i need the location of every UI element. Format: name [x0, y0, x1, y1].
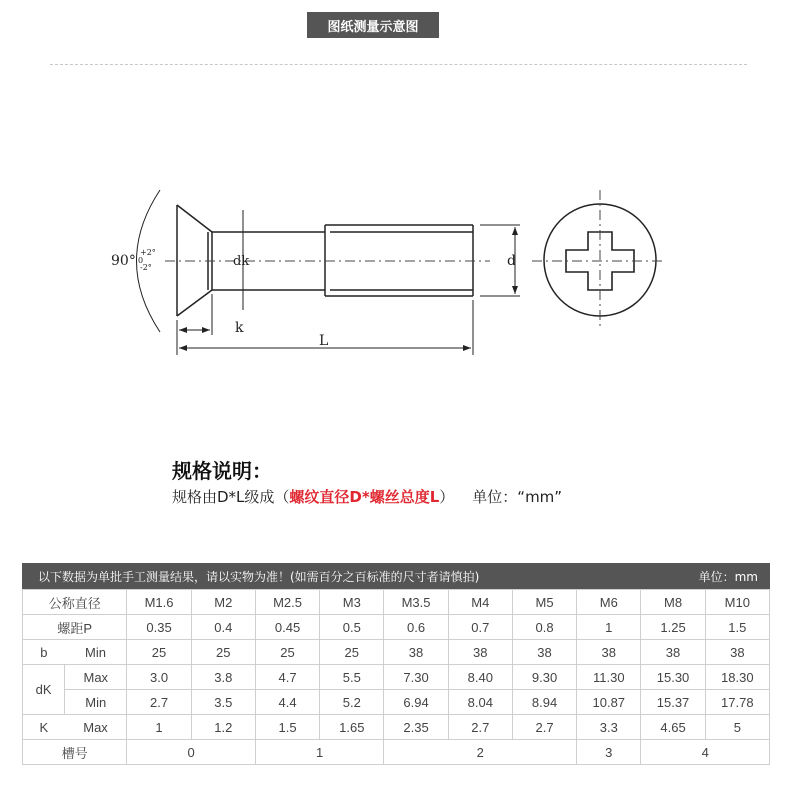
spec-table — [22, 589, 770, 765]
size-cell: M4 — [448, 590, 512, 615]
dk-min-cell: 3.5 — [191, 690, 255, 715]
row-slot — [23, 740, 770, 765]
size-cell: M10 — [705, 590, 769, 615]
label-dk-max: Max — [65, 665, 127, 690]
row-pitch — [23, 615, 770, 640]
label-b-min: Min — [65, 640, 127, 665]
dk-min-cell: 8.94 — [512, 690, 576, 715]
table-notice-text: 以下数据为单批手工测量结果，请以实物为准！(如需百分之百标准的尺寸者请慎拍) — [38, 569, 480, 584]
slot-cell: 2 — [384, 740, 577, 765]
dk-min-cell: 8.04 — [448, 690, 512, 715]
label-dk-min: Min — [65, 690, 127, 715]
dashed-divider — [50, 64, 747, 65]
k-max-cell: 4.65 — [641, 715, 705, 740]
label-slot: 槽号 — [23, 740, 127, 765]
dk-max-cell: 18.30 — [705, 665, 769, 690]
size-cell: M8 — [641, 590, 705, 615]
b-min-cell: 38 — [384, 640, 448, 665]
angle-label: 90° — [111, 253, 136, 269]
spec-line-highlight: 螺纹直径D*螺丝总度L — [289, 488, 440, 506]
dk-min-cell: 5.2 — [320, 690, 384, 715]
k-max-cell: 2.7 — [448, 715, 512, 740]
dk-max-cell: 9.30 — [512, 665, 576, 690]
k-max-cell: 3.3 — [577, 715, 641, 740]
slot-cell: 0 — [127, 740, 256, 765]
k-label: k — [235, 320, 244, 336]
k-max-cell: 1.5 — [255, 715, 319, 740]
size-cell: M3 — [320, 590, 384, 615]
spec-description — [172, 486, 562, 507]
size-cell: M2 — [191, 590, 255, 615]
spec-title: 规格说明： — [172, 459, 272, 483]
pitch-cell: 1.5 — [705, 615, 769, 640]
spec-line-suffix: ） — [439, 488, 455, 506]
b-min-cell: 25 — [127, 640, 191, 665]
pitch-cell: 1 — [577, 615, 641, 640]
pitch-cell: 0.4 — [191, 615, 255, 640]
label-dk: dK — [23, 665, 65, 715]
b-min-cell: 38 — [705, 640, 769, 665]
dk-min-cell: 17.78 — [705, 690, 769, 715]
angle-tol-plus: +2° — [140, 248, 156, 257]
dk-max-cell: 4.7 — [255, 665, 319, 690]
spec-line-prefix: 规格由D*L级成（ — [172, 488, 290, 506]
row-k-max — [23, 715, 770, 740]
dk-max-cell: 3.0 — [127, 665, 191, 690]
dk-max-cell: 15.30 — [641, 665, 705, 690]
screw-drawing — [95, 170, 665, 370]
k-max-cell: 5 — [705, 715, 769, 740]
pitch-cell: 0.5 — [320, 615, 384, 640]
row-dk-max — [23, 665, 770, 690]
table-unit-text: 单位：mm — [698, 569, 758, 584]
pitch-cell: 0.7 — [448, 615, 512, 640]
pitch-cell: 0.8 — [512, 615, 576, 640]
dk-label: dk — [233, 254, 250, 269]
k-max-cell: 1.65 — [320, 715, 384, 740]
angle-tol-minus: -2° — [140, 263, 152, 272]
row-size — [23, 590, 770, 615]
slot-cell: 1 — [255, 740, 384, 765]
dk-min-cell: 2.7 — [127, 690, 191, 715]
slot-cell: 3 — [577, 740, 641, 765]
dk-max-cell: 5.5 — [320, 665, 384, 690]
label-pitch: 螺距P — [23, 615, 127, 640]
dk-max-cell: 7.30 — [384, 665, 448, 690]
size-cell: M3.5 — [384, 590, 448, 615]
pitch-cell: 0.6 — [384, 615, 448, 640]
pitch-cell: 1.25 — [641, 615, 705, 640]
table-notice-bar — [22, 563, 770, 589]
b-min-cell: 38 — [448, 640, 512, 665]
b-min-cell: 38 — [577, 640, 641, 665]
dk-max-cell: 11.30 — [577, 665, 641, 690]
L-label: L — [319, 333, 329, 349]
label-b: b — [23, 640, 65, 665]
label-k: K — [23, 715, 65, 740]
b-min-cell: 25 — [191, 640, 255, 665]
dk-max-cell: 3.8 — [191, 665, 255, 690]
pitch-cell: 0.35 — [127, 615, 191, 640]
b-min-cell: 38 — [641, 640, 705, 665]
k-max-cell: 2.35 — [384, 715, 448, 740]
label-k-max: Max — [65, 715, 127, 740]
size-cell: M5 — [512, 590, 576, 615]
b-min-cell: 25 — [255, 640, 319, 665]
size-cell: M6 — [577, 590, 641, 615]
k-max-cell: 1 — [127, 715, 191, 740]
size-cell: M1.6 — [127, 590, 191, 615]
k-max-cell: 2.7 — [512, 715, 576, 740]
angle-tol-zero: 0 — [138, 256, 144, 265]
k-max-cell: 1.2 — [191, 715, 255, 740]
dk-min-cell: 10.87 — [577, 690, 641, 715]
size-cell: M2.5 — [255, 590, 319, 615]
pitch-cell: 0.45 — [255, 615, 319, 640]
b-min-cell: 38 — [512, 640, 576, 665]
dk-min-cell: 15.37 — [641, 690, 705, 715]
section-title-badge: 图纸测量示意图 — [307, 12, 439, 38]
row-dk-min — [23, 690, 770, 715]
spec-unit: 单位：“mm” — [472, 488, 563, 506]
d-label: d — [507, 253, 516, 269]
b-min-cell: 25 — [320, 640, 384, 665]
dk-max-cell: 8.40 — [448, 665, 512, 690]
row-b-min — [23, 640, 770, 665]
dk-min-cell: 6.94 — [384, 690, 448, 715]
label-size: 公称直径 — [23, 590, 127, 615]
slot-cell: 4 — [641, 740, 770, 765]
dk-min-cell: 4.4 — [255, 690, 319, 715]
